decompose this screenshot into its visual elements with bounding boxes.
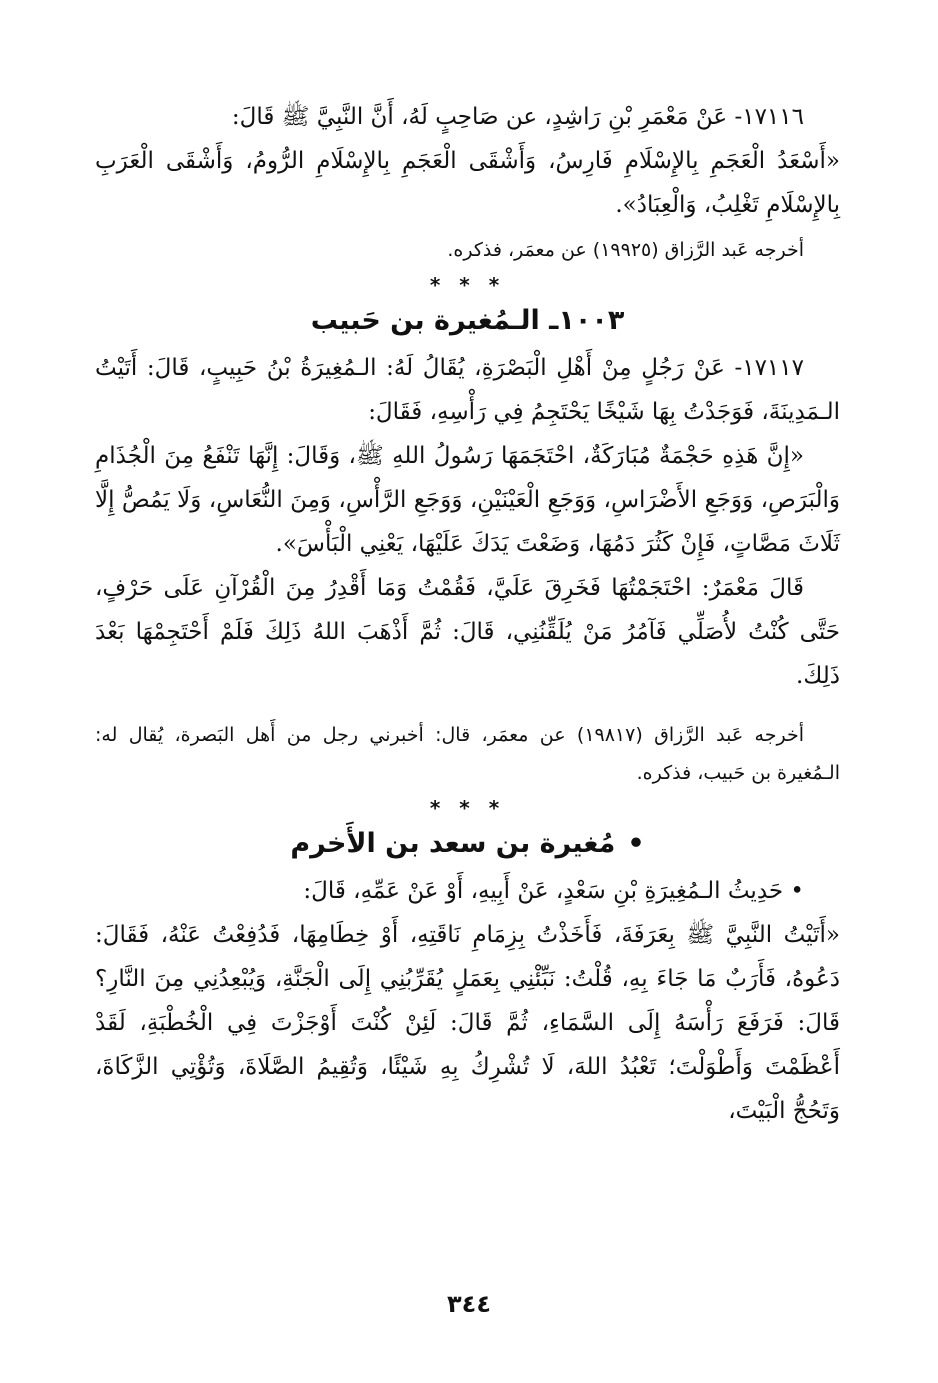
hadith-17116-source: أخرجه عَبد الرَّزاق (١٩٩٢٥) عن معمَر، فذكره.	[447, 239, 804, 261]
section-heading-mughira-ibn-habib: ١٠٠٣ـ الـمُغيرة بن حَبيب	[310, 305, 625, 336]
bullet-icon: •	[627, 828, 645, 859]
hadith-17116-text: «أَسْعَدُ الْعَجَمِ بِالإِسْلَامِ فَارِسُ، وَأَشْقَى الْعَجَمِ بِالإِسْلَامِ الرُّومُ، وَأَشْقَى الْعَرَبِ بِالإِسْلَامِ تَغْلِبُ، وَالْعِبَادُ».	[95, 148, 840, 218]
section-heading-mughira-ibn-saad	[95, 828, 840, 859]
section-heading-text: مُغيرة بن سعد بن الأَخرم	[290, 828, 616, 859]
page-number: ٣٤٤	[447, 1290, 491, 1318]
separator: * * *	[429, 796, 506, 820]
separator: * * *	[429, 273, 506, 297]
hadith-17117-mamar-note: قَالَ مَعْمَرٌ: احْتَجَمْتُهَا فَخَرِقَ عَلَيَّ، فَقُمْتُ وَمَا أَقْدِرُ مِنَ الْقُرْآنِ عَلَى حَرْفٍ، حَتَّى كُنْتُ لأُصَلِّي فَآمُرُ مَنْ يُلَقِّنُنِي، قَالَ: ثُمَّ أَذْهَبَ اللهُ ذَلِكَ فَلَمْ أَحْتَجِمْهَا بَعْدَ ذَلِكَ.	[95, 575, 840, 689]
hadith-mughira-intro: • حَدِيثُ الـمُغِيرَةِ بْنِ سَعْدٍ، عَنْ أَبِيهِ، أَوْ عَنْ عَمِّهِ، قَالَ:	[303, 878, 804, 904]
hadith-mughira-text: «أَتَيْتُ النَّبِيَّ ﷺ بِعَرَفَةَ، فَأَخَذْتُ بِزِمَامِ نَاقَتِهِ، أَوْ خِطَامِهَا، فَدُفِعْتُ عَنْهُ، فَقَالَ: دَعُوهُ، فَأَرَبٌ مَا جَاءَ بِهِ، قُلْتُ: نَبِّئْنِي بِعَمَلٍ يُقَرِّبُنِي إِلَى الْجَنَّةِ، وَيُبْعِدُنِي مِنَ النَّارِ؟ قَالَ: فَرَفَعَ رَأْسَهُ إِلَى السَّمَاءِ، ثُمَّ قَالَ: لَئِنْ كُنْتَ أَوْجَزْتَ فِي الْخُطْبَةِ، لَقَدْ أَعْظَمْتَ وَأَطْوَلْتَ؛ تَعْبُدُ اللهَ، لَا تُشْرِكُ بِهِ شَيْئًا، وَتُقِيمُ الصَّلَاةَ، وَتُؤْتِي الزَّكَاةَ، وَتَحُجُّ الْبَيْتَ،	[95, 922, 840, 1124]
hadith-17117-intro: ١٧١١٧- عَنْ رَجُلٍ مِنْ أَهْلِ الْبَصْرَةِ، يُقَالُ لَهُ: الـمُغِيرَةُ بْنُ حَبِيبٍ، قَالَ: أَتَيْتُ الـمَدِينَةَ، فَوَجَدْتُ بِهَا شَيْخًا يَحْتَجِمُ فِي رَأْسِهِ، فَقَالَ:	[95, 355, 840, 425]
hadith-17117-source: أخرجه عَبد الرَّزاق (١٩٨١٧) عن معمَر، قال: أخبرني رجل من أَهل البَصرة، يُقال له: الـمُغيرة بن حَبيب، فذكره.	[95, 724, 840, 784]
hadith-17116-intro: ١٧١١٦- عَنْ مَعْمَرِ بْنِ رَاشِدٍ، عن صَاحِبٍ لَهُ، أَنَّ النَّبِيَّ ﷺ قَالَ:	[231, 104, 804, 130]
page-body	[95, 95, 840, 1133]
hadith-17117-text: «إِنَّ هَذِهِ حَجْمَةٌ مُبَارَكَةٌ، احْتَجَمَهَا رَسُولُ اللهِ ﷺ، وَقَالَ: إِنَّهَا تَنْفَعُ مِنَ الْجُذَامِ وَالْبَرَصِ، وَوَجَعِ الأَضْرَاسِ، وَوَجَعِ الْعَيْنَيْنِ، وَوَجَعِ الرَّأْسِ، وَمِنَ النُّعَاسِ، وَلَا يَمُصُّ إِلَّا ثَلَاثَ مَصَّاتٍ، فَإِنْ كَثُرَ دَمُهَا، وَضَعْتَ يَدَكَ عَلَيْهَا، يَعْنِي الْبَأْسَ».	[95, 443, 840, 557]
